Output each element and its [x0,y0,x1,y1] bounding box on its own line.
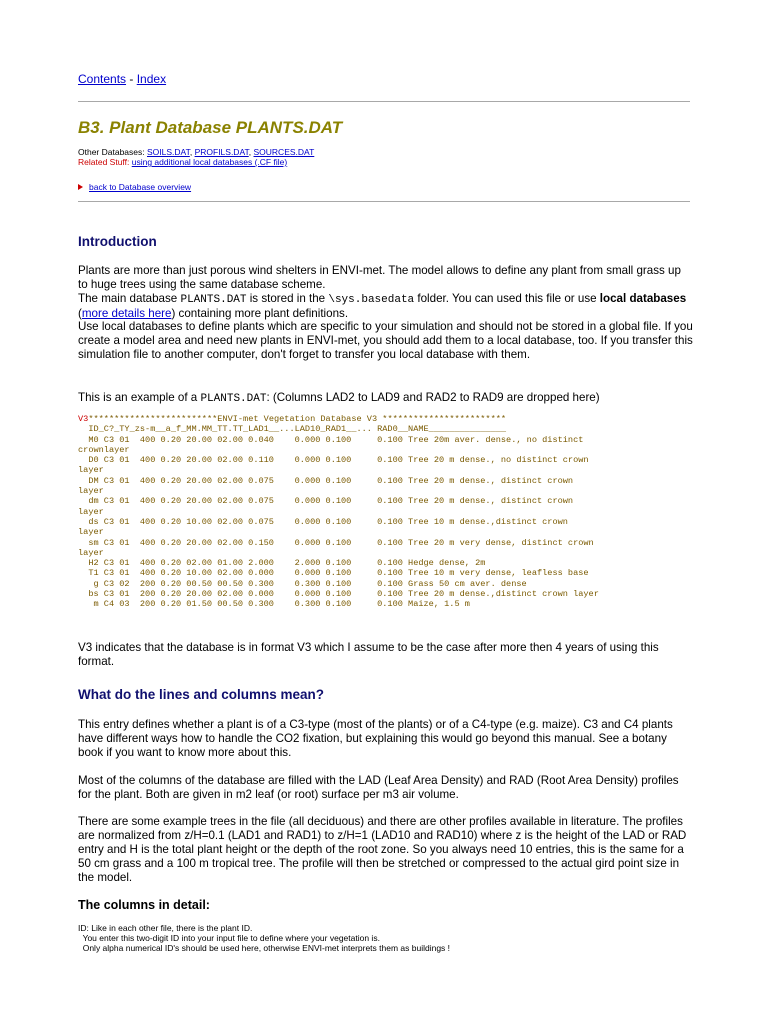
related-stuff [78,157,287,167]
code-text: PLANTS.DAT [200,393,267,405]
code-line: layer [78,547,104,558]
nav-separator: - [129,72,134,86]
sources-link[interactable]: SOURCES.DAT [253,147,315,157]
code-line: H2 C3 01 400 0.20 02.00 01.00 2.000 2.000 0.100 0.100 Hedge dense, 2m [78,558,486,569]
text: This is an example of a [78,391,201,404]
code-text: PLANTS.DAT [180,294,247,306]
code-block [78,414,599,610]
code-text: \sys.basedata [328,294,415,306]
code-line: m C4 03 200 0.20 01.50 00.50 0.300 0.300 0.100 0.100 Maize, 1.5 m [78,599,470,610]
more-details-link[interactable]: more details here [81,307,172,320]
code-line: DM C3 01 400 0.20 20.00 02.00 0.075 0.000 0.100 0.100 Tree 20 m dense., distinct crown [78,475,574,486]
intro-paragraph: Use local databases to define plants which are specific to your simulation and should not be stored in a global file. If you create a model area and need new plants in ENVI-met, you should add them to a local database, too. If you transfer this simulation file to another computer, don't forget to transfer you local database with them. [78,320,693,361]
intro-paragraph [78,292,693,321]
page-title: B3. Plant Database PLANTS.DAT [78,118,343,137]
text: folder. You can used this file or use [414,292,600,305]
lines-paragraph: There are some example trees in the file (all deciduous) and there are other profiles available in literature. The profiles are normalized from z/H=0.1 (LAD1 and RAD1) to z/H=1 (LAD10 and RAD10) where z is the height of the LAD or RAD entry and H is the total plant height or the depth of the root zone. So you always need 10 entries, this is the same for a 50 cm grass and a 100 m tropical tree. The profile will then be stretched or compressed to the actual gird point size in the model. [78,815,687,884]
intro-heading: Introduction [78,234,157,249]
related-label: Related Stuff: [78,157,130,167]
text: The main database [78,292,181,305]
back-nav [78,182,191,192]
id-line: Only alpha numerical ID's should be used here, otherwise ENVI-met interprets them as buildings ! [78,943,451,954]
other-databases [78,147,314,157]
code-line: dm C3 01 400 0.20 20.00 02.00 0.075 0.000 0.100 0.100 Tree 20 m dense., distinct crown [78,496,574,507]
divider [78,201,690,202]
intro-paragraph: Plants are more than just porous wind shelters in ENVI-met. The model allows to define any plant from small grass up to huge trees using the same database scheme. [78,264,681,291]
code-line: ds C3 01 400 0.20 10.00 02.00 0.075 0.000 0.100 0.100 Tree 10 m dense.,distinct crown [78,516,568,527]
sep: , [189,147,193,157]
code-line: layer [78,527,104,538]
code-line: layer [78,465,104,476]
profils-link[interactable]: PROFILS.DAT [194,147,249,157]
bold-text: local databases [599,292,687,305]
code-version: V3 [78,414,89,424]
code-line: *************************ENVI-met Vegetation Database V3 ************************ [88,414,507,424]
soils-link[interactable]: SOILS.DAT [147,147,190,157]
triangle-right-icon [78,184,83,190]
index-link[interactable]: Index [136,72,167,86]
sep: , [248,147,252,157]
other-databases-label: Other Databases: [78,147,145,157]
code-line: g C3 02 200 0.20 00.50 00.50 0.300 0.300 0.100 0.100 Grass 50 cm aver. dense [78,578,527,589]
id-description [78,923,450,954]
lines-heading: What do the lines and columns mean? [78,687,325,702]
code-line: M0 C3 01 400 0.20 20.00 02.00 0.040 0.000 0.100 0.100 Tree 20m aver. dense., no distinct [78,434,584,445]
back-link[interactable]: back to Database overview [89,182,192,192]
code-line: sm C3 01 400 0.20 20.00 02.00 0.150 0.000 0.100 0.100 Tree 20 m very dense, distinct crown [78,537,594,548]
lines-paragraph: Most of the columns of the database are filled with the LAD (Leaf Area Density) and RAD (Root Area Density) profiles for the plant. Both are given in m2 leaf (or root) surface per m3 air volume. [78,774,679,801]
code-line: D0 C3 01 400 0.20 20.00 02.00 0.110 0.000 0.100 0.100 Tree 20 m dense., no distinct crown [78,455,589,466]
code-line: ID_C?_TY_zs-m__a_f_MM.MM_TT.TT_LAD1__...LAD10_RAD1__... RAD0__NAME_______________ [78,424,507,435]
contents-link[interactable]: Contents [78,72,127,86]
detail-heading: The columns in detail: [78,898,210,912]
text: ) containing more plant definitions. [171,307,349,320]
lines-paragraph: This entry defines whether a plant is of a C3-type (most of the plants) or of a C4-type (e.g. maize). C3 and C4 plants have different ways how to handle the CO2 fixation, but explaining this would go beyond this manual. See a botany book if you want to know more about this. [78,718,673,759]
intro-paragraph [78,391,693,406]
id-line: ID: Like in each other file, there is the plant ID. [78,923,253,933]
code-line: T1 C3 01 400 0.20 10.00 02.00 0.000 0.000 0.100 0.100 Tree 10 m very dense, leafless base [78,568,589,579]
local-databases-link[interactable]: using additional local databases (.CF file) [131,157,288,167]
code-line: layer [78,506,104,517]
code-line: bs C3 01 200 0.20 20.00 02.00 0.000 0.000 0.100 0.100 Tree 20 m dense.,distinct crown layer [78,589,599,600]
top-nav [78,72,166,86]
code-line: crownlayer [78,444,130,455]
id-line: You enter this two-digit ID into your input file to define where your vegetation is. [78,933,380,944]
v3-note: V3 indicates that the database is in format V3 which I assume to be the case after more then 4 years of using this format. [78,641,659,668]
text: : (Columns LAD2 to LAD9 and RAD2 to RAD9 are dropped here) [266,391,600,404]
divider [78,101,690,102]
code-line: layer [78,486,104,497]
text: is stored in the [246,292,329,305]
text: ( [78,307,82,320]
